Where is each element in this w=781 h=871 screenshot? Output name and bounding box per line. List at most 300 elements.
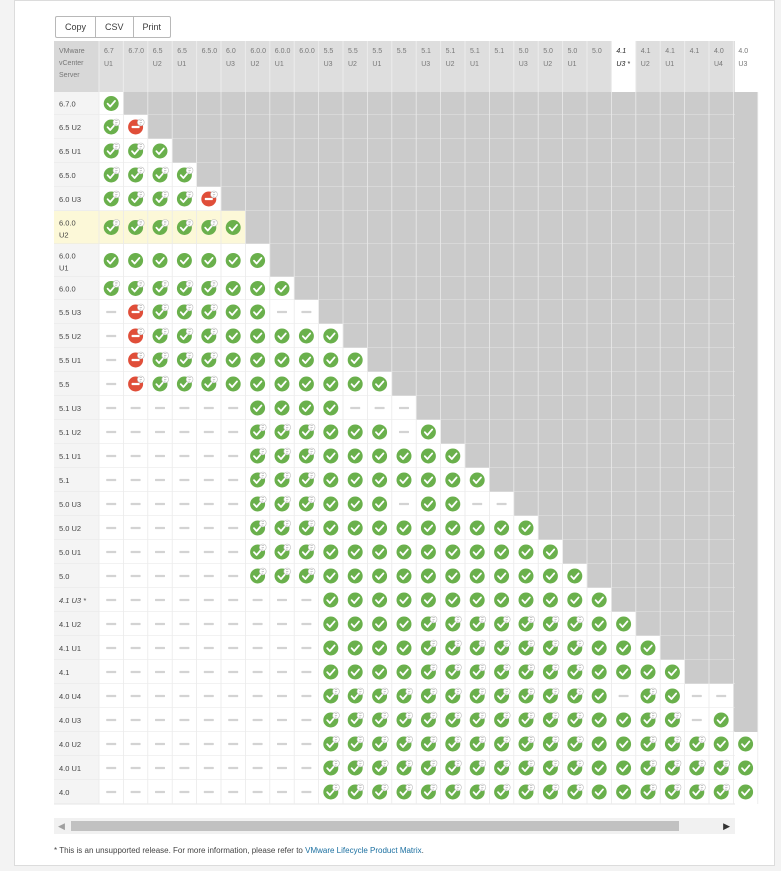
column-header-update: U2 (543, 61, 553, 68)
empty-cell (538, 396, 562, 420)
check-circle-icon (445, 497, 460, 512)
row-header-label: 6.0.0 (59, 251, 76, 261)
column-header-version: 6.7.0 (128, 48, 144, 55)
dash-icon (179, 623, 189, 625)
empty-cell (367, 324, 391, 348)
check-circle-icon (592, 713, 607, 728)
empty-cell (343, 244, 367, 277)
empty-cell (441, 396, 465, 420)
check-circle-icon (421, 593, 436, 608)
row-header-label: 6.0.0 (59, 284, 76, 294)
empty-cell (416, 324, 440, 348)
dash-icon (131, 647, 141, 649)
column-header-update: U3 (226, 61, 235, 68)
empty-cell (587, 492, 611, 516)
empty-cell (343, 300, 367, 324)
dash-icon (179, 407, 189, 409)
column-header-version: 4.1 (640, 48, 651, 55)
check-circle-icon (543, 569, 558, 584)
dash-icon (301, 623, 311, 625)
check-circle-icon (421, 545, 436, 560)
dash-icon (253, 671, 263, 673)
column-header-version: 5.1 (445, 48, 456, 55)
empty-cell (270, 115, 294, 139)
column-header[interactable] (299, 48, 315, 55)
column-header-update: U1 (567, 61, 577, 68)
row-header-label: 5.1 U1 (59, 452, 82, 461)
check-circle-icon (323, 353, 338, 368)
empty-cell (611, 468, 635, 492)
check-circle-icon (275, 353, 290, 368)
dash-icon (204, 503, 214, 505)
empty-cell (709, 92, 733, 115)
empty-cell (392, 211, 416, 244)
check-circle-icon (592, 761, 607, 776)
check-circle-icon (323, 377, 338, 392)
column-header-version: 4.0 (738, 48, 749, 55)
empty-cell (733, 612, 757, 636)
check-circle-icon (519, 521, 534, 536)
check-circle-icon (470, 593, 485, 608)
empty-cell (367, 139, 391, 163)
dash-icon (277, 695, 287, 697)
copy-button[interactable]: Copy (55, 16, 96, 38)
empty-cell (392, 324, 416, 348)
check-circle-icon (421, 449, 436, 464)
dash-icon (155, 551, 165, 553)
dash-icon (204, 455, 214, 457)
empty-cell (685, 324, 709, 348)
dash-icon (179, 551, 189, 553)
empty-cell (733, 163, 757, 187)
row-header-label: 5.5 (59, 380, 70, 389)
empty-cell (416, 163, 440, 187)
empty-cell (441, 277, 465, 300)
empty-cell (733, 540, 757, 564)
dash-icon (106, 431, 116, 433)
check-circle-icon (494, 521, 509, 536)
empty-cell (563, 211, 587, 244)
dash-icon (131, 743, 141, 745)
dash-icon (155, 647, 165, 649)
footnote-text: * This is an unsupported release. For more information, please refer to (54, 846, 303, 855)
empty-cell (611, 211, 635, 244)
check-circle-icon (250, 329, 265, 344)
empty-cell (636, 300, 660, 324)
empty-cell (514, 300, 538, 324)
empty-cell (319, 139, 343, 163)
print-button[interactable]: Print (133, 16, 172, 38)
empty-cell (514, 187, 538, 211)
column-header-update: U3 * (616, 61, 631, 68)
check-circle-icon (714, 737, 729, 752)
check-circle-icon (348, 521, 363, 536)
empty-cell (270, 139, 294, 163)
check-circle-icon (616, 641, 631, 656)
dash-icon (350, 407, 360, 409)
dash-icon (228, 479, 238, 481)
dash-icon (131, 695, 141, 697)
empty-cell (416, 244, 440, 277)
dash-icon (155, 719, 165, 721)
column-header-version: 6.5.0 (201, 48, 218, 55)
empty-cell (587, 396, 611, 420)
empty-cell (416, 396, 440, 420)
empty-cell (611, 588, 635, 612)
dash-icon (277, 671, 287, 673)
check-circle-icon (616, 761, 631, 776)
empty-cell (465, 324, 489, 348)
empty-cell (611, 115, 635, 139)
dash-icon (179, 431, 189, 433)
empty-cell (367, 277, 391, 300)
empty-cell (685, 348, 709, 372)
column-header-version: 4.1 (689, 48, 700, 55)
table-row (54, 115, 758, 139)
empty-cell (733, 588, 757, 612)
empty-cell (441, 115, 465, 139)
check-circle-icon (616, 785, 631, 800)
empty-cell (367, 348, 391, 372)
dash-icon (716, 695, 726, 697)
column-header[interactable] (690, 48, 700, 55)
empty-cell (392, 163, 416, 187)
empty-cell (319, 211, 343, 244)
check-circle-icon (250, 401, 265, 416)
empty-cell (489, 348, 513, 372)
check-circle-icon (470, 473, 485, 488)
check-circle-icon (372, 545, 387, 560)
dash-icon (204, 719, 214, 721)
empty-cell (709, 187, 733, 211)
empty-cell (294, 163, 318, 187)
check-circle-icon (421, 425, 436, 440)
dash-icon (131, 407, 141, 409)
column-header-update: U4 (714, 61, 723, 68)
empty-cell (489, 92, 513, 115)
empty-cell (416, 92, 440, 115)
empty-cell (416, 348, 440, 372)
dash-icon (106, 647, 116, 649)
check-circle-icon (348, 617, 363, 632)
empty-cell (514, 348, 538, 372)
empty-cell (538, 492, 562, 516)
empty-cell (709, 277, 733, 300)
check-circle-icon (323, 521, 338, 536)
check-circle-icon (250, 353, 265, 368)
check-circle-icon (372, 617, 387, 632)
row-header-label: 4.1 (59, 668, 70, 677)
empty-cell (660, 420, 684, 444)
check-circle-icon (445, 449, 460, 464)
empty-cell (733, 92, 757, 115)
empty-cell (563, 468, 587, 492)
empty-cell (685, 492, 709, 516)
corner-label-line: vCenter (59, 60, 84, 67)
dash-icon (155, 791, 165, 793)
dash-icon (692, 719, 702, 721)
empty-cell (685, 612, 709, 636)
dash-icon (179, 479, 189, 481)
table-row (54, 420, 758, 444)
footnote-suffix: . (421, 846, 424, 855)
check-circle-icon (421, 473, 436, 488)
empty-cell (611, 516, 635, 540)
dash-icon (131, 431, 141, 433)
export-toolbar (55, 16, 171, 38)
check-circle-icon (421, 521, 436, 536)
empty-cell (611, 540, 635, 564)
table-row (54, 492, 758, 516)
empty-cell (660, 588, 684, 612)
dash-icon (131, 575, 141, 577)
empty-cell (514, 244, 538, 277)
check-circle-icon (226, 329, 241, 344)
empty-cell (611, 420, 635, 444)
dash-icon (204, 695, 214, 697)
dash-icon (277, 767, 287, 769)
empty-cell (733, 139, 757, 163)
empty-cell (709, 115, 733, 139)
empty-cell (538, 163, 562, 187)
empty-cell (465, 277, 489, 300)
dash-icon (155, 575, 165, 577)
check-circle-icon (323, 425, 338, 440)
empty-cell (636, 115, 660, 139)
dash-icon (228, 791, 238, 793)
row-header-label: 6.0 U3 (59, 195, 82, 204)
empty-cell (587, 420, 611, 444)
dash-icon (277, 743, 287, 745)
dash-icon (301, 767, 311, 769)
dash-icon (301, 743, 311, 745)
empty-cell (489, 444, 513, 468)
dash-icon (301, 695, 311, 697)
dash-icon (179, 599, 189, 601)
empty-cell (733, 244, 757, 277)
column-header-version: 5.0 (518, 48, 529, 55)
empty-cell (465, 139, 489, 163)
empty-cell (733, 468, 757, 492)
empty-cell (172, 115, 196, 139)
empty-cell (685, 277, 709, 300)
empty-cell (587, 187, 611, 211)
empty-cell (489, 468, 513, 492)
dash-icon (131, 671, 141, 673)
empty-cell (441, 163, 465, 187)
empty-cell (733, 300, 757, 324)
check-circle-icon (592, 641, 607, 656)
empty-cell (294, 244, 318, 277)
empty-cell (221, 163, 245, 187)
column-header-version: 5.0 (567, 48, 578, 55)
dash-icon (106, 527, 116, 529)
column-header[interactable] (397, 48, 407, 55)
dash-icon (131, 623, 141, 625)
empty-cell (538, 300, 562, 324)
empty-cell (319, 115, 343, 139)
dash-icon (228, 719, 238, 721)
empty-cell (636, 277, 660, 300)
column-header[interactable] (202, 48, 218, 55)
dash-icon (277, 791, 287, 793)
empty-cell (733, 708, 757, 732)
empty-cell (660, 396, 684, 420)
dash-icon (301, 791, 311, 793)
empty-cell (636, 187, 660, 211)
empty-cell (587, 277, 611, 300)
corner-label-line: Server (59, 72, 80, 79)
empty-cell (709, 612, 733, 636)
empty-cell (343, 92, 367, 115)
dash-icon (131, 551, 141, 553)
column-header[interactable] (128, 48, 144, 55)
dash-icon (204, 527, 214, 529)
check-circle-icon (372, 665, 387, 680)
empty-cell (733, 516, 757, 540)
empty-cell (587, 564, 611, 588)
lifecycle-matrix-link[interactable]: VMware Lifecycle Product Matrix (305, 846, 422, 855)
empty-cell (514, 277, 538, 300)
check-circle-icon (616, 713, 631, 728)
column-header-update: U2 (250, 61, 260, 68)
check-circle-icon (348, 545, 363, 560)
dash-icon (228, 599, 238, 601)
scrollbar-thumb[interactable] (71, 821, 679, 831)
dash-icon (204, 671, 214, 673)
empty-cell (343, 139, 367, 163)
column-header-update: U1 (470, 61, 479, 68)
empty-cell (343, 115, 367, 139)
dash-icon (131, 479, 141, 481)
dash-icon (106, 335, 116, 337)
empty-cell (319, 300, 343, 324)
empty-cell (660, 277, 684, 300)
dash-icon (204, 767, 214, 769)
empty-cell (709, 636, 733, 660)
column-header-version: 6.7 (104, 48, 114, 55)
empty-cell (587, 139, 611, 163)
dash-icon (106, 767, 116, 769)
check-circle-icon (348, 425, 363, 440)
row-header-label: 5.1 U2 (59, 428, 82, 437)
empty-cell (148, 115, 172, 139)
horizontal-scrollbar[interactable] (54, 818, 735, 834)
column-header[interactable] (494, 48, 504, 55)
check-circle-icon (348, 665, 363, 680)
empty-cell (733, 324, 757, 348)
dash-icon (301, 719, 311, 721)
check-circle-icon (104, 96, 119, 111)
empty-cell (465, 211, 489, 244)
dash-icon (253, 599, 263, 601)
empty-cell (611, 492, 635, 516)
check-circle-icon (372, 473, 387, 488)
check-circle-icon (275, 377, 290, 392)
empty-cell (587, 244, 611, 277)
empty-cell (636, 588, 660, 612)
empty-cell (221, 92, 245, 115)
empty-cell (245, 187, 269, 211)
check-circle-icon (323, 497, 338, 512)
empty-cell (611, 244, 635, 277)
check-circle-icon (323, 569, 338, 584)
dash-icon (179, 455, 189, 457)
empty-cell (587, 211, 611, 244)
check-circle-icon (397, 593, 412, 608)
column-header[interactable] (592, 48, 602, 55)
column-header-version: 6.0.0 (299, 48, 315, 55)
check-circle-icon (397, 569, 412, 584)
empty-cell (392, 115, 416, 139)
empty-cell (465, 187, 489, 211)
empty-cell (660, 115, 684, 139)
dash-icon (155, 767, 165, 769)
column-header-version: 4.1 (616, 48, 627, 55)
dash-icon (277, 311, 287, 313)
table-row (54, 396, 758, 420)
empty-cell (611, 139, 635, 163)
empty-cell (416, 139, 440, 163)
empty-cell (636, 211, 660, 244)
dash-icon (301, 599, 311, 601)
empty-cell (441, 300, 465, 324)
csv-button[interactable]: CSV (95, 16, 134, 38)
check-circle-icon (641, 641, 656, 656)
check-circle-icon (299, 329, 314, 344)
check-circle-icon (738, 737, 753, 752)
check-circle-icon (397, 473, 412, 488)
scroll-right-arrow-icon[interactable]: ▶ (723, 821, 730, 831)
empty-cell (587, 468, 611, 492)
column-header-update: U3 (518, 61, 528, 68)
empty-cell (538, 516, 562, 540)
scroll-left-arrow-icon[interactable]: ◀ (58, 821, 65, 831)
check-circle-icon (372, 425, 387, 440)
dash-icon (131, 791, 141, 793)
row-header-label: U2 (59, 230, 69, 240)
empty-cell (685, 163, 709, 187)
column-header-version: 5.0 (543, 48, 553, 55)
dash-icon (106, 479, 116, 481)
row-header-label: 4.0 U4 (59, 692, 82, 701)
empty-cell (538, 139, 562, 163)
check-circle-icon (397, 545, 412, 560)
empty-cell (660, 348, 684, 372)
dash-icon (131, 767, 141, 769)
empty-cell (563, 277, 587, 300)
dash-icon (204, 479, 214, 481)
empty-cell (563, 163, 587, 187)
empty-cell (709, 211, 733, 244)
empty-cell (245, 139, 269, 163)
check-circle-icon (397, 521, 412, 536)
empty-cell (563, 540, 587, 564)
column-header-version: 5.5 (323, 48, 334, 55)
check-circle-icon (299, 377, 314, 392)
dash-icon (204, 647, 214, 649)
empty-cell (343, 324, 367, 348)
empty-cell (685, 187, 709, 211)
empty-cell (441, 139, 465, 163)
empty-cell (636, 444, 660, 468)
empty-cell (636, 372, 660, 396)
column-header-update: U1 (177, 61, 187, 68)
check-circle-icon (738, 761, 753, 776)
check-circle-icon (397, 665, 412, 680)
check-circle-icon (445, 593, 460, 608)
empty-cell (733, 636, 757, 660)
